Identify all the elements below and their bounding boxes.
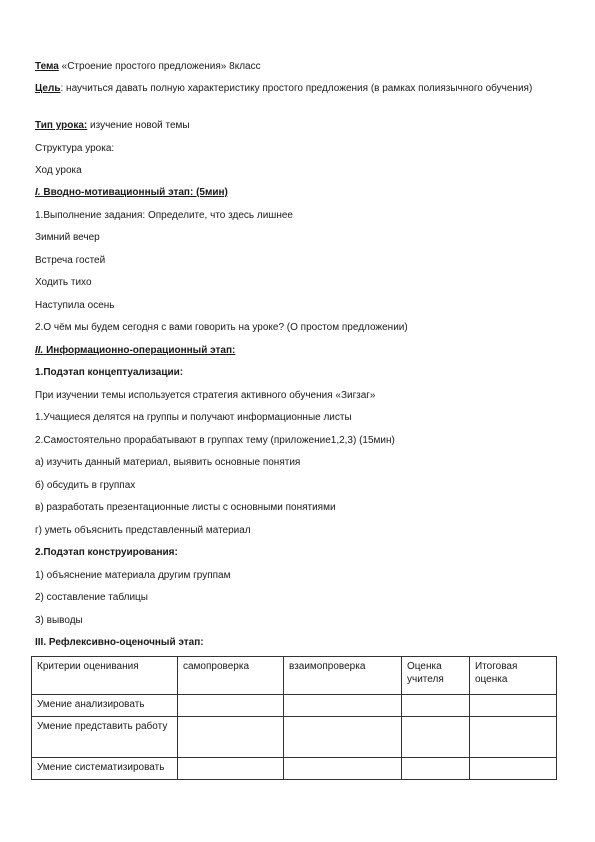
criterion-cell: Умение анализировать [32,695,178,717]
empty-cell [470,695,557,717]
substage2-heading: 2.Подэтап конструирования: [35,547,178,558]
empty-cell [402,758,470,780]
list-item: б) обсудить в группах [35,480,136,491]
goal-label: Цель [35,83,61,94]
criterion-cell: Умение представить работу [32,717,178,758]
empty-cell [402,695,470,717]
empty-cell [402,717,470,758]
theme-label: Тема [35,61,59,72]
list-item: 1) объяснение материала другим группам [35,570,231,581]
step2-line: 2.Самостоятельно прорабатывают в группах тему (приложение1,2,3) (15мин) [35,435,395,446]
lesson-type-label: Тип урока: [35,120,88,131]
header-cell: Оценка учителя [402,657,470,695]
empty-cell [284,695,402,717]
table-row [32,695,557,717]
stage2-title: Информационно-операционный этап: [43,345,236,356]
table-header-row [32,657,557,695]
stage2-number: II. [35,345,44,356]
table-row [32,717,557,758]
empty-cell [178,758,284,780]
goal-value: : научиться давать полную характеристику простого предложения (в рамках полиязычного обучения) [60,83,533,94]
stage2-heading [35,344,235,357]
empty-cell [178,695,284,717]
task1-line: 1.Выполнение задания: Определите, что здесь лишнее [35,210,293,221]
criterion-cell: Умение систематизировать [32,758,178,780]
strategy-line: При изучении темы используется стратегия активного обучения «Зигзаг» [35,390,376,401]
header-cell: Итоговая оценка [470,657,557,695]
list-item: в) разработать презентационные листы с основными понятиями [35,502,336,513]
lesson-type-line [35,119,190,132]
table-row [32,758,557,780]
word-item: Наступила осень [35,300,115,311]
empty-cell [470,758,557,780]
word-item: Встреча гостей [35,255,106,266]
empty-cell [178,717,284,758]
step1-line: 1.Учащиеся делятся на группы и получают информационные листы [35,412,352,423]
header-cell: взаимопроверка [284,657,402,695]
theme-value: «Строение простого предложения» 8класс [58,61,261,72]
structure-line: Структура урока: [35,143,115,154]
list-item: г) уметь объяснить представленный материал [35,525,251,536]
stage1-number: I. [35,187,41,198]
stage1-heading [35,186,228,199]
goal-line [35,82,535,95]
task2-line: 2.О чём мы будем сегодня с вами говорить на уроке? (О простом предложении) [35,322,408,333]
stage3-heading: III. Рефлексивно-оценочный этап: [35,637,204,648]
empty-cell [470,717,557,758]
empty-cell [284,758,402,780]
substage1-heading: 1.Подэтап концептуализации: [35,367,184,378]
list-item: 3) выводы [35,615,83,626]
list-item: 2) составление таблицы [35,592,148,603]
list-item: а) изучить данный материал, выявить основные понятия [35,457,301,468]
header-cell: Критерии оценивания [32,657,178,695]
empty-cell [284,717,402,758]
header-cell: самопроверка [178,657,284,695]
lesson-type-value: изучение новой темы [87,120,190,131]
course-line: Ход урока [35,165,82,176]
stage1-title: Вводно-мотивационный этап: (5мин) [40,187,228,198]
word-item: Ходить тихо [35,277,92,288]
assessment-table [31,656,557,780]
theme-line [35,60,261,73]
word-item: Зимний вечер [35,232,100,243]
